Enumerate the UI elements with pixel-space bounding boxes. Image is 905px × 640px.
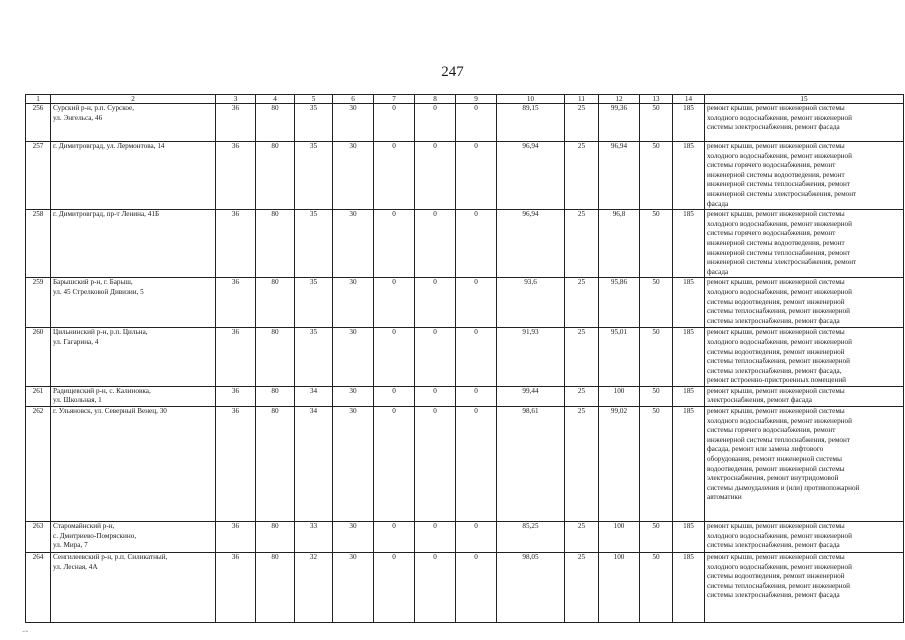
row-works: ремонт крыши, ремонт инженерной системы электроснабжения, ремонт фасада	[705, 386, 904, 406]
row-value-col-11: 25	[565, 104, 599, 142]
column-header-11: 11	[565, 95, 599, 104]
table-body	[26, 95, 904, 623]
row-value-col-5: 35	[295, 328, 333, 387]
row-works: ремонт крыши, ремонт инженерной системы холодного водоснабжения, ремонт инженерной системы электроснабжения, ремонт фасада	[705, 104, 904, 142]
row-value-col-12: 95,01	[599, 328, 640, 387]
row-value-col-11: 25	[565, 142, 599, 210]
row-value-col-3: 36	[216, 210, 256, 278]
column-header-6: 6	[333, 95, 374, 104]
column-header-14: 14	[673, 95, 705, 104]
row-works: ремонт крыши, ремонт инженерной системы холодного водоснабжения, ремонт инженерной системы горячего водоснабжения, ремонт инженерной системы водоотведения, ремонт инженерной системы теплоснабжения, ремонт инженерной системы электроснабжения, ремонт фасада	[705, 142, 904, 210]
row-value-col-7: 0	[374, 142, 415, 210]
row-value-col-6: 30	[333, 407, 374, 522]
row-address: г. Димитровград, пр-т Ленина, 41Б	[51, 210, 216, 278]
row-value-col-13: 50	[640, 553, 673, 623]
row-value-col-6: 30	[333, 210, 374, 278]
row-value-col-14: 185	[673, 522, 705, 553]
page-number: 247	[441, 64, 464, 80]
row-value-col-10: 91,93	[497, 328, 565, 387]
column-header-13: 13	[640, 95, 673, 104]
row-value-col-6: 30	[333, 553, 374, 623]
row-works: ремонт крыши, ремонт инженерной системы холодного водоснабжения, ремонт инженерной системы водоотведения, ремонт инженерной системы теплоснабжения, ремонт инженерной системы электроснабжения, ремонт фасада, ремонт встроенно-пристроенных помещений	[705, 328, 904, 387]
row-value-col-6: 30	[333, 142, 374, 210]
row-works: ремонт крыши, ремонт инженерной системы холодного водоснабжения, ремонт инженерной системы горячего водоснабжения, ремонт инженерной системы водоотведения, ремонт инженерной системы теплоснабжения, ремонт инженерной системы электроснабжения, ремонт фасада	[705, 210, 904, 278]
row-number: 262	[26, 407, 51, 522]
row-value-col-6: 30	[333, 328, 374, 387]
row-value-col-3: 36	[216, 328, 256, 387]
row-number: 259	[26, 278, 51, 328]
row-value-col-12: 100	[599, 386, 640, 406]
row-address: г. Ульяновск, ул. Северный Венец, 30	[51, 407, 216, 522]
row-value-col-6: 30	[333, 522, 374, 553]
row-value-col-5: 35	[295, 210, 333, 278]
row-number: 256	[26, 104, 51, 142]
row-value-col-3: 36	[216, 386, 256, 406]
row-value-col-9: 0	[456, 328, 497, 387]
row-value-col-9: 0	[456, 278, 497, 328]
table-row	[26, 407, 904, 522]
row-address: Цильнинский р-н, р.п. Цильна, ул. Гагарина, 4	[51, 328, 216, 387]
row-value-col-6: 30	[333, 278, 374, 328]
row-value-col-7: 0	[374, 386, 415, 406]
row-value-col-14: 185	[673, 407, 705, 522]
row-value-col-12: 99,02	[599, 407, 640, 522]
column-header-1: 1	[26, 95, 51, 104]
row-value-col-5: 35	[295, 142, 333, 210]
row-address: Барышский р-н, г. Барыш, ул. 45 Стрелковой Дивизии, 5	[51, 278, 216, 328]
row-value-col-7: 0	[374, 522, 415, 553]
table-row	[26, 142, 904, 210]
row-value-col-11: 25	[565, 407, 599, 522]
row-value-col-13: 50	[640, 386, 673, 406]
row-value-col-8: 0	[415, 386, 456, 406]
row-value-col-10: 99,44	[497, 386, 565, 406]
row-value-col-13: 50	[640, 278, 673, 328]
row-value-col-13: 50	[640, 328, 673, 387]
row-value-col-5: 35	[295, 278, 333, 328]
row-value-col-8: 0	[415, 210, 456, 278]
row-value-col-12: 99,36	[599, 104, 640, 142]
row-value-col-4: 80	[256, 278, 295, 328]
buildings-table	[25, 94, 904, 623]
row-value-col-10: 98,05	[497, 553, 565, 623]
row-value-col-14: 185	[673, 104, 705, 142]
row-value-col-3: 36	[216, 142, 256, 210]
row-value-col-4: 80	[256, 142, 295, 210]
row-value-col-8: 0	[415, 104, 456, 142]
row-value-col-8: 0	[415, 522, 456, 553]
row-value-col-11: 25	[565, 522, 599, 553]
row-value-col-5: 34	[295, 386, 333, 406]
row-value-col-5: 32	[295, 553, 333, 623]
row-value-col-13: 50	[640, 142, 673, 210]
row-value-col-8: 0	[415, 328, 456, 387]
row-address: Старомайнский р-н, с. Дмитриево-Помряскино, ул. Мира, 7	[51, 522, 216, 553]
row-value-col-8: 0	[415, 142, 456, 210]
row-number: 260	[26, 328, 51, 387]
row-value-col-13: 50	[640, 210, 673, 278]
row-value-col-9: 0	[456, 407, 497, 522]
table-row	[26, 386, 904, 406]
row-works: ремонт крыши, ремонт инженерной системы холодного водоснабжения, ремонт инженерной системы электроснабжения, ремонт фасада	[705, 522, 904, 553]
row-value-col-10: 85,25	[497, 522, 565, 553]
row-value-col-11: 25	[565, 386, 599, 406]
row-value-col-7: 0	[374, 104, 415, 142]
row-works: ремонт крыши, ремонт инженерной системы холодного водоснабжения, ремонт инженерной системы водоотведения, ремонт инженерной системы теплоснабжения, ремонт инженерной системы электроснабжения, ремонт фасада	[705, 553, 904, 623]
row-value-col-3: 36	[216, 278, 256, 328]
row-value-col-7: 0	[374, 210, 415, 278]
row-address: Радищевский р-н, с. Калиновка, ул. Школьная, 1	[51, 386, 216, 406]
row-value-col-10: 98,61	[497, 407, 565, 522]
column-header-2: 2	[51, 95, 216, 104]
row-value-col-12: 96,94	[599, 142, 640, 210]
row-value-col-14: 185	[673, 210, 705, 278]
table-row	[26, 328, 904, 387]
row-value-col-4: 80	[256, 210, 295, 278]
table-row	[26, 104, 904, 142]
row-value-col-8: 0	[415, 407, 456, 522]
row-value-col-12: 100	[599, 553, 640, 623]
row-value-col-10: 93,6	[497, 278, 565, 328]
row-value-col-13: 50	[640, 104, 673, 142]
row-value-col-4: 80	[256, 407, 295, 522]
row-number: 261	[26, 386, 51, 406]
column-header-15: 15	[705, 95, 904, 104]
row-address: Сенгилеевский р-н, р.п. Силикатный, ул. Лесная, 4А	[51, 553, 216, 623]
row-value-col-9: 0	[456, 522, 497, 553]
row-value-col-10: 89,15	[497, 104, 565, 142]
row-address: Сурский р-н, р.п. Сурское, ул. Энгельса, 46	[51, 104, 216, 142]
column-header-3: 3	[216, 95, 256, 104]
row-value-col-13: 50	[640, 522, 673, 553]
row-value-col-11: 25	[565, 328, 599, 387]
row-value-col-5: 33	[295, 522, 333, 553]
row-value-col-7: 0	[374, 328, 415, 387]
row-value-col-14: 185	[673, 328, 705, 387]
row-value-col-3: 36	[216, 522, 256, 553]
row-value-col-12: 96,8	[599, 210, 640, 278]
row-value-col-5: 34	[295, 407, 333, 522]
row-value-col-4: 80	[256, 553, 295, 623]
row-value-col-6: 30	[333, 386, 374, 406]
column-header-9: 9	[456, 95, 497, 104]
column-header-7: 7	[374, 95, 415, 104]
row-value-col-14: 185	[673, 386, 705, 406]
column-header-10: 10	[497, 95, 565, 104]
row-value-col-12: 95,86	[599, 278, 640, 328]
scan-mark: ·~	[22, 628, 29, 636]
row-value-col-11: 25	[565, 278, 599, 328]
row-address: г. Димитровград, ул. Лермонтова, 14	[51, 142, 216, 210]
table-row	[26, 278, 904, 328]
row-value-col-12: 100	[599, 522, 640, 553]
row-value-col-10: 96,94	[497, 142, 565, 210]
table-row	[26, 522, 904, 553]
table-row	[26, 210, 904, 278]
column-header-8: 8	[415, 95, 456, 104]
row-value-col-9: 0	[456, 386, 497, 406]
row-value-col-7: 0	[374, 407, 415, 522]
row-value-col-11: 25	[565, 210, 599, 278]
row-value-col-14: 185	[673, 553, 705, 623]
row-value-col-13: 50	[640, 407, 673, 522]
row-value-col-4: 80	[256, 104, 295, 142]
row-value-col-3: 36	[216, 553, 256, 623]
row-value-col-7: 0	[374, 553, 415, 623]
row-value-col-3: 36	[216, 407, 256, 522]
row-value-col-9: 0	[456, 210, 497, 278]
row-value-col-14: 185	[673, 142, 705, 210]
row-works: ремонт крыши, ремонт инженерной системы холодного водоснабжения, ремонт инженерной системы горячего водоснабжения, ремонт инженерной системы теплоснабжения, ремонт фасада, ремонт или замена лифтового оборудования, ремонт инженерной системы водоотведения, ремонт инженерной системы электроснабжения, ремонт внутридомовой системы дымоудаления и (или) противопожарной автоматики	[705, 407, 904, 522]
row-value-col-9: 0	[456, 104, 497, 142]
row-value-col-8: 0	[415, 553, 456, 623]
row-value-col-14: 185	[673, 278, 705, 328]
row-value-col-10: 96,94	[497, 210, 565, 278]
row-number: 257	[26, 142, 51, 210]
column-header-12: 12	[599, 95, 640, 104]
column-header-4: 4	[256, 95, 295, 104]
row-value-col-11: 25	[565, 553, 599, 623]
row-value-col-4: 80	[256, 328, 295, 387]
column-header-row	[26, 95, 904, 104]
row-value-col-9: 0	[456, 142, 497, 210]
row-number: 263	[26, 522, 51, 553]
row-value-col-9: 0	[456, 553, 497, 623]
row-value-col-5: 35	[295, 104, 333, 142]
row-value-col-3: 36	[216, 104, 256, 142]
column-header-5: 5	[295, 95, 333, 104]
row-number: 264	[26, 553, 51, 623]
row-works: ремонт крыши, ремонт инженерной системы холодного водоснабжения, ремонт инженерной системы водоотведения, ремонт инженерной системы теплоснабжения, ремонт инженерной системы электроснабжения, ремонт фасада	[705, 278, 904, 328]
row-number: 258	[26, 210, 51, 278]
row-value-col-7: 0	[374, 278, 415, 328]
row-value-col-4: 80	[256, 522, 295, 553]
row-value-col-6: 30	[333, 104, 374, 142]
row-value-col-8: 0	[415, 278, 456, 328]
row-value-col-4: 80	[256, 386, 295, 406]
table-row	[26, 553, 904, 623]
